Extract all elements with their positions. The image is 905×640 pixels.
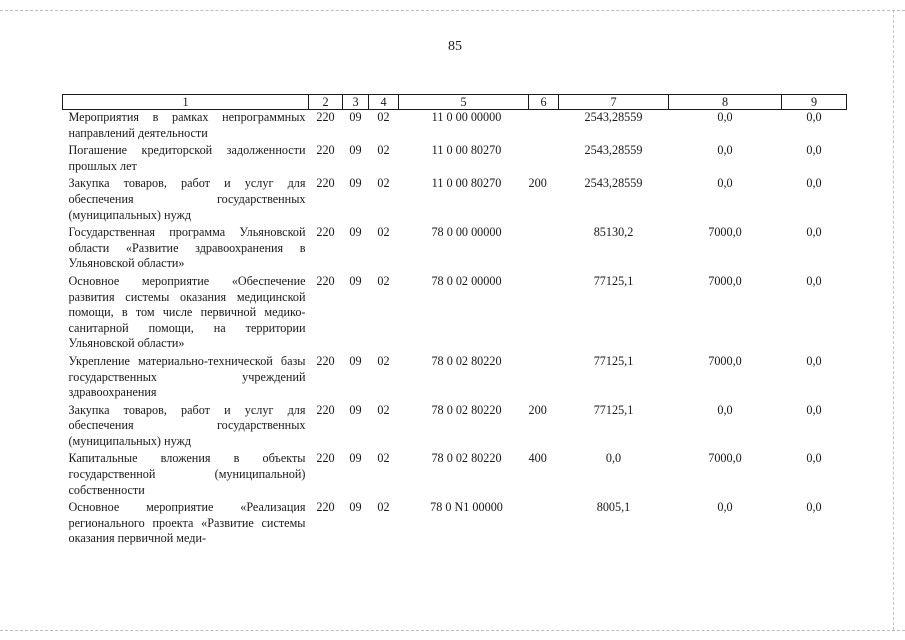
row-amount-col8: 0,0: [717, 500, 733, 515]
row-target-article: 78 0 02 80220: [431, 353, 502, 368]
row-gr-code: 220: [316, 273, 335, 288]
row-amount-col8: 0,0: [717, 143, 733, 158]
table-row: [63, 354, 847, 403]
row-section-code: 09: [349, 110, 362, 124]
row-amount-col8: 0,0: [717, 176, 733, 191]
row-target-article: 11 0 00 00000: [431, 110, 502, 124]
row-target-article: 78 0 00 00000: [431, 225, 502, 240]
row-subsection-code: 02: [377, 225, 390, 240]
row-amount-col8: 0,0: [717, 402, 733, 417]
table-row: [63, 500, 847, 549]
row-target-article: 11 0 00 80270: [431, 176, 502, 191]
table-row: [63, 110, 847, 144]
row-amount-col7: 2543,28559: [584, 176, 643, 191]
row-gr-code: 220: [316, 500, 335, 515]
row-target-article: 78 0 02 80220: [431, 402, 502, 417]
row-amount-col9: 0,0: [806, 500, 822, 515]
row-amount-col7: 8005,1: [596, 500, 631, 515]
row-target-article: 78 0 02 80220: [431, 451, 502, 466]
table-row: [63, 143, 847, 176]
row-amount-col7: 2543,28559: [584, 143, 643, 158]
row-amount-col9: 0,0: [806, 143, 822, 158]
row-target-article: 78 0 N1 00000: [430, 500, 503, 515]
row-gr-code: 220: [316, 176, 335, 191]
row-gr-code: 220: [316, 225, 335, 240]
row-expense-type: [529, 500, 559, 549]
row-section-code: 09: [349, 500, 362, 515]
row-amount-col8: 7000,0: [708, 225, 742, 240]
row-name: Капитальные вложения в объекты государственной (муниципальной) собственности: [68, 451, 306, 497]
table-row: [63, 451, 847, 500]
row-expense-type: [529, 354, 559, 403]
row-amount-col9: 0,0: [806, 176, 822, 191]
header-row: [63, 95, 847, 110]
table-header: [63, 95, 847, 110]
row-amount-col7: 2543,28559: [584, 110, 643, 124]
table-body: [63, 110, 847, 550]
table-row: [63, 274, 847, 354]
row-amount-col7: 77125,1: [593, 273, 634, 288]
row-name: Закупка товаров, работ и услуг для обеспечения государственных (муниципальных) нужд: [68, 402, 306, 448]
row-section-code: 09: [349, 353, 362, 368]
row-amount-col9: 0,0: [806, 402, 822, 417]
row-name: Мероприятия в рамках непрограммных направлений деятельности: [68, 110, 306, 140]
scan-edge-right: [893, 10, 894, 630]
row-expense-type: [529, 143, 559, 176]
row-amount-col7: 85130,2: [593, 225, 634, 240]
row-amount-col9: 0,0: [806, 110, 822, 124]
row-subsection-code: 02: [377, 402, 390, 417]
row-section-code: 09: [349, 273, 362, 288]
row-amount-col9: 0,0: [806, 451, 822, 466]
row-expense-type: 400: [528, 451, 547, 466]
row-expense-type: [529, 110, 559, 144]
row-expense-type: [529, 274, 559, 354]
row-name: Погашение кредиторской задолженности прошлых лет: [68, 143, 306, 173]
row-name: Закупка товаров, работ и услуг для обеспечения государственных (муниципальных) нужд: [68, 176, 306, 222]
table-row: [63, 225, 847, 274]
row-name: Основное мероприятие «Реализация регионального проекта «Развитие системы оказания первичной меди-: [68, 500, 306, 546]
row-amount-col8: 7000,0: [708, 451, 742, 466]
row-gr-code: 220: [316, 353, 335, 368]
table-row: [63, 403, 847, 452]
row-section-code: 09: [349, 451, 362, 466]
row-subsection-code: 02: [377, 176, 390, 191]
row-target-article: 78 0 02 00000: [431, 273, 502, 288]
header-col-1: 1: [63, 95, 309, 110]
row-expense-type: 200: [528, 402, 547, 417]
header-col-5: 5: [399, 95, 529, 110]
row-amount-col8: 7000,0: [708, 353, 742, 368]
row-amount-col7: 77125,1: [593, 402, 634, 417]
row-gr-code: 220: [316, 143, 335, 158]
header-col-2: 2: [309, 95, 343, 110]
header-col-4: 4: [369, 95, 399, 110]
budget-table: [62, 94, 847, 549]
scan-edge-bottom: [0, 630, 905, 631]
row-section-code: 09: [349, 402, 362, 417]
row-amount-col8: 7000,0: [708, 273, 742, 288]
row-subsection-code: 02: [377, 451, 390, 466]
row-subsection-code: 02: [377, 500, 390, 515]
page-number: 85: [448, 39, 462, 54]
row-name: Государственная программа Ульяновской области «Развитие здравоохранения в Ульяновской области»: [68, 225, 306, 271]
row-name: Укрепление материально-технической базы государственных учреждений здравоохранения: [68, 353, 306, 400]
scan-edge-top: [0, 10, 905, 11]
row-subsection-code: 02: [377, 273, 390, 288]
row-section-code: 09: [349, 225, 362, 240]
header-col-7: 7: [559, 95, 669, 110]
row-amount-col7: 77125,1: [593, 353, 634, 368]
row-amount-col9: 0,0: [806, 353, 822, 368]
row-expense-type: [529, 225, 559, 274]
row-name: Основное мероприятие «Обеспечение развития системы оказания медицинской помощи, в том числе первичной медико-санитарной помощи, на территории Ульяновской области»: [68, 273, 306, 351]
row-expense-type: 200: [528, 176, 547, 191]
row-gr-code: 220: [316, 451, 335, 466]
row-section-code: 09: [349, 176, 362, 191]
header-col-9: 9: [782, 95, 847, 110]
row-gr-code: 220: [316, 110, 335, 124]
row-target-article: 11 0 00 80270: [431, 143, 502, 158]
header-col-3: 3: [343, 95, 369, 110]
row-subsection-code: 02: [377, 143, 390, 158]
header-col-8: 8: [669, 95, 782, 110]
row-amount-col9: 0,0: [806, 273, 822, 288]
row-amount-col9: 0,0: [806, 225, 822, 240]
row-amount-col8: 0,0: [717, 110, 733, 124]
row-amount-col7: 0,0: [605, 451, 622, 466]
row-subsection-code: 02: [377, 110, 390, 124]
table-row: [63, 176, 847, 225]
row-subsection-code: 02: [377, 353, 390, 368]
row-section-code: 09: [349, 143, 362, 158]
header-col-6: 6: [529, 95, 559, 110]
row-gr-code: 220: [316, 402, 335, 417]
